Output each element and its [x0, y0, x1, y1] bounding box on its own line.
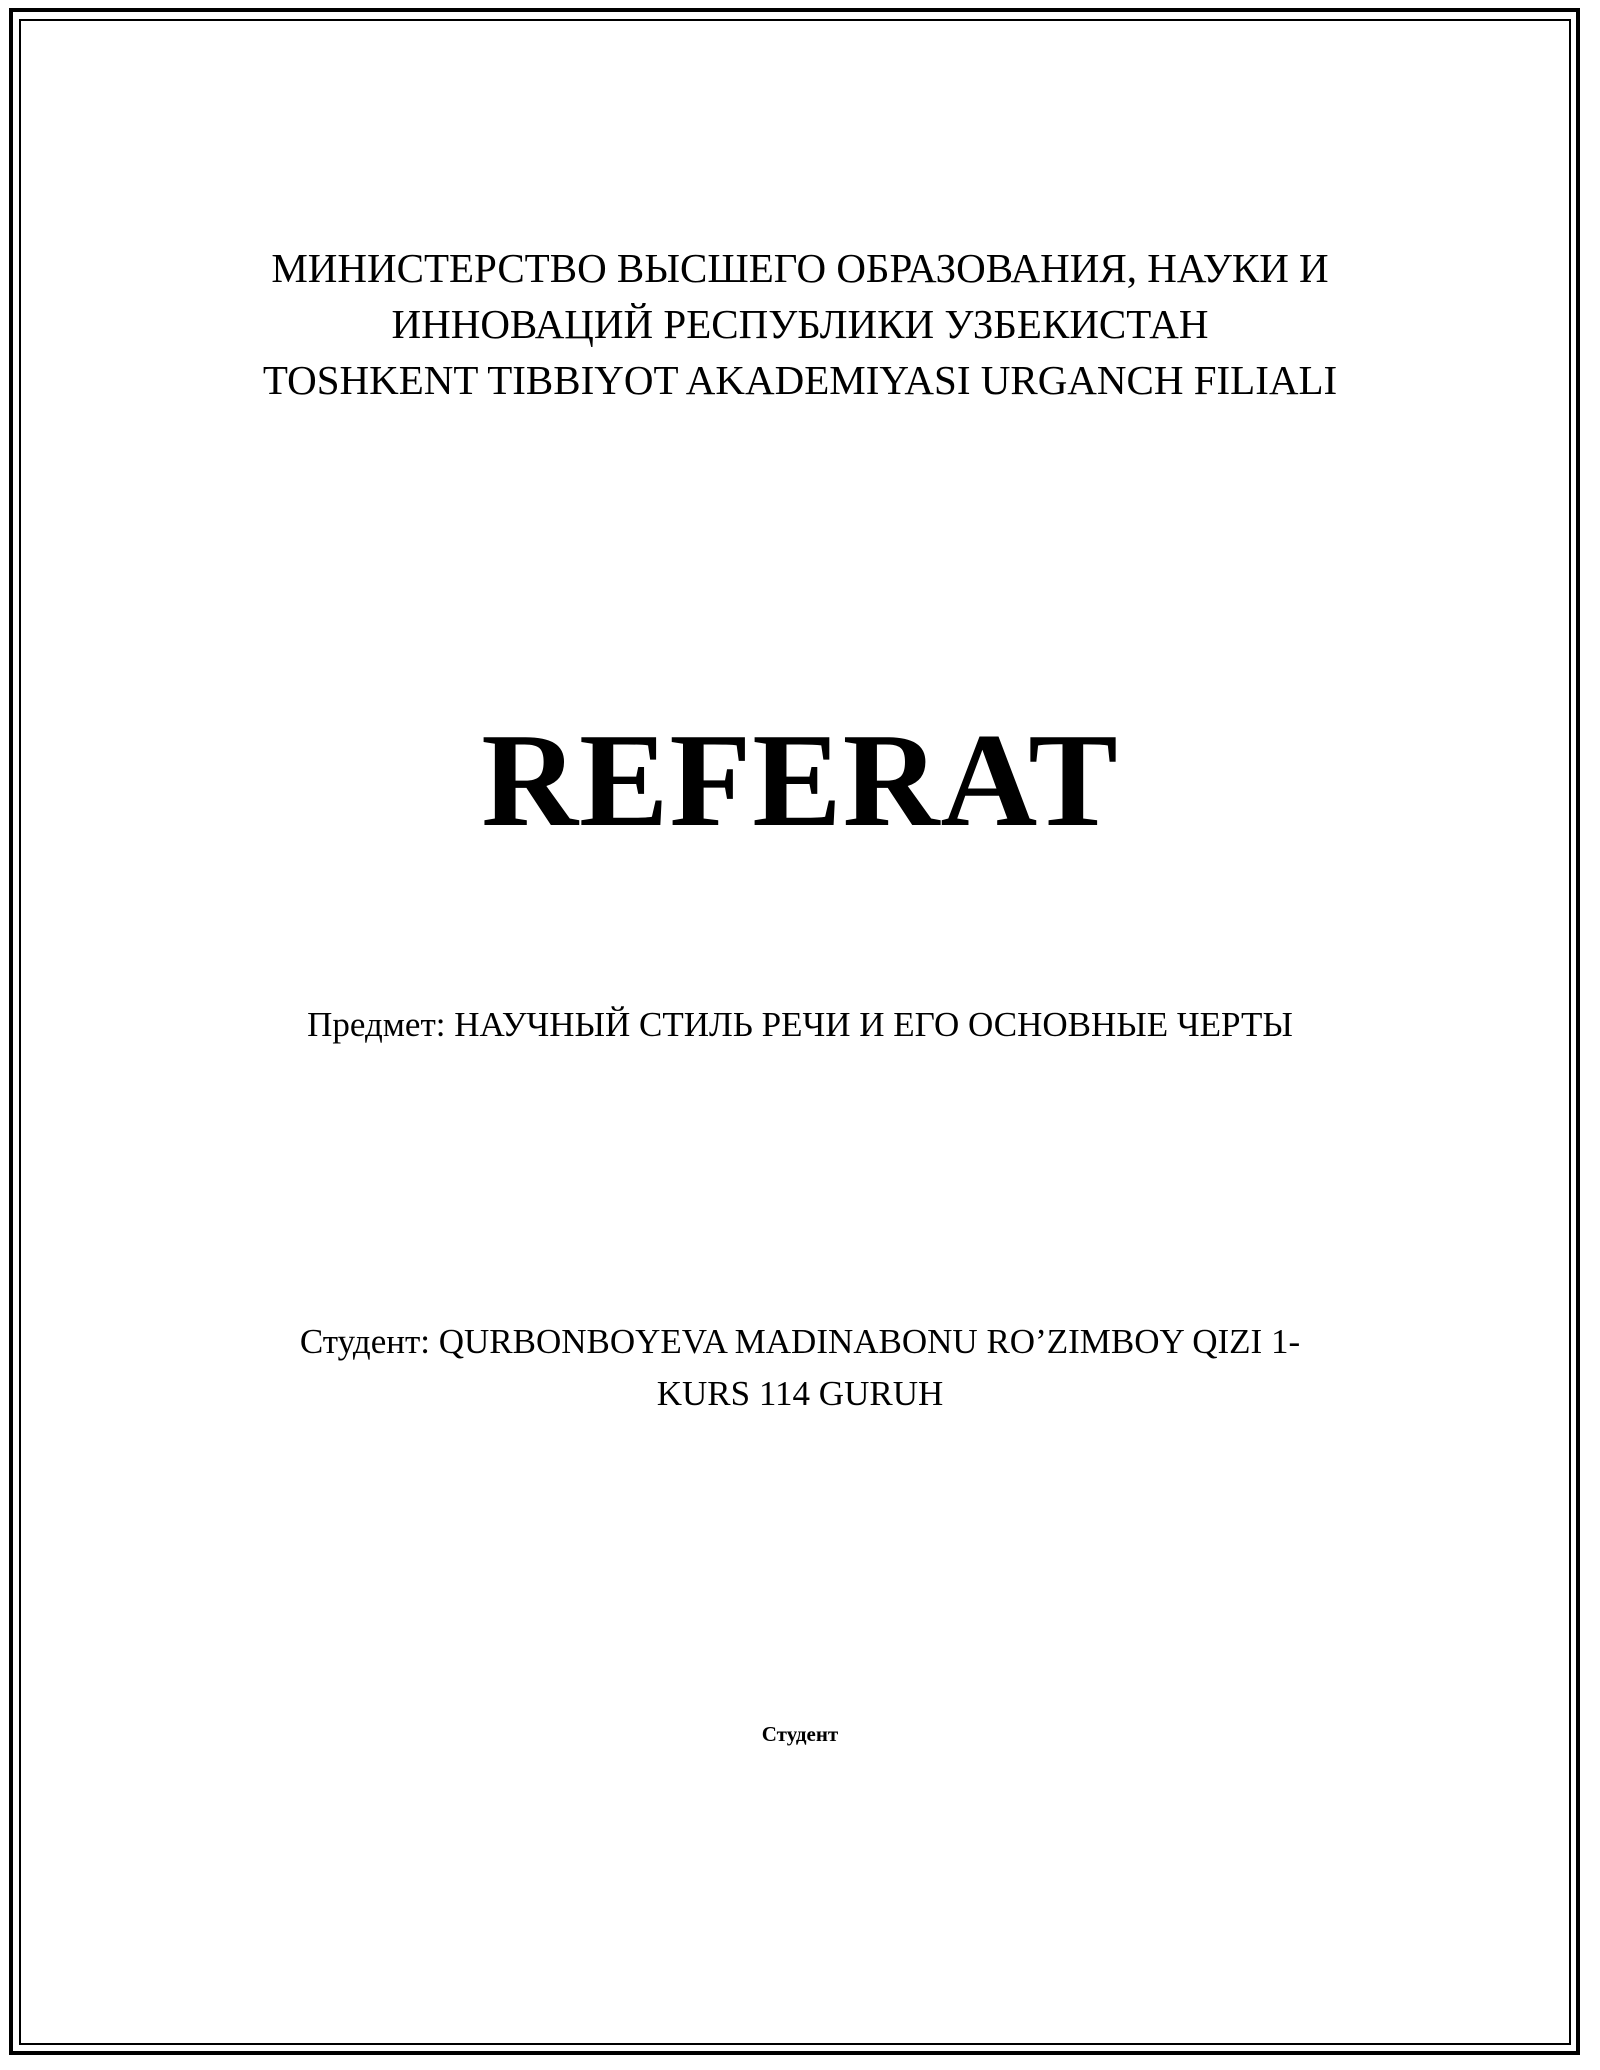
document-title: REFERAT: [481, 706, 1119, 854]
student-line-name: Студент: QURBONBOYEVA MADINABONU RO’ZIMBOY QIZI 1-: [299, 1322, 1301, 1361]
subject-line: Предмет: НАУЧНЫЙ СТИЛЬ РЕЧИ И ЕГО ОСНОВНЫЕ ЧЕРТЫ: [307, 1005, 1293, 1044]
institution-header: [0, 240, 1600, 408]
student-info: [0, 1316, 1600, 1420]
footer-student-label: Студент: [761, 1722, 839, 1746]
header-line-republic: ИННОВАЦИЙ РЕСПУБЛИКИ УЗБЕКИСТАН: [391, 301, 1209, 347]
header-line-academy: TOSHKENT TIBBIYOT AKADEMIYASI URGANCH FILIALI: [262, 357, 1338, 403]
header-line-ministry: МИНИСТЕРСТВО ВЫСШЕГО ОБРАЗОВАНИЯ, НАУКИ И: [271, 245, 1329, 291]
student-line-group: KURS 114 GURUH: [656, 1374, 944, 1413]
